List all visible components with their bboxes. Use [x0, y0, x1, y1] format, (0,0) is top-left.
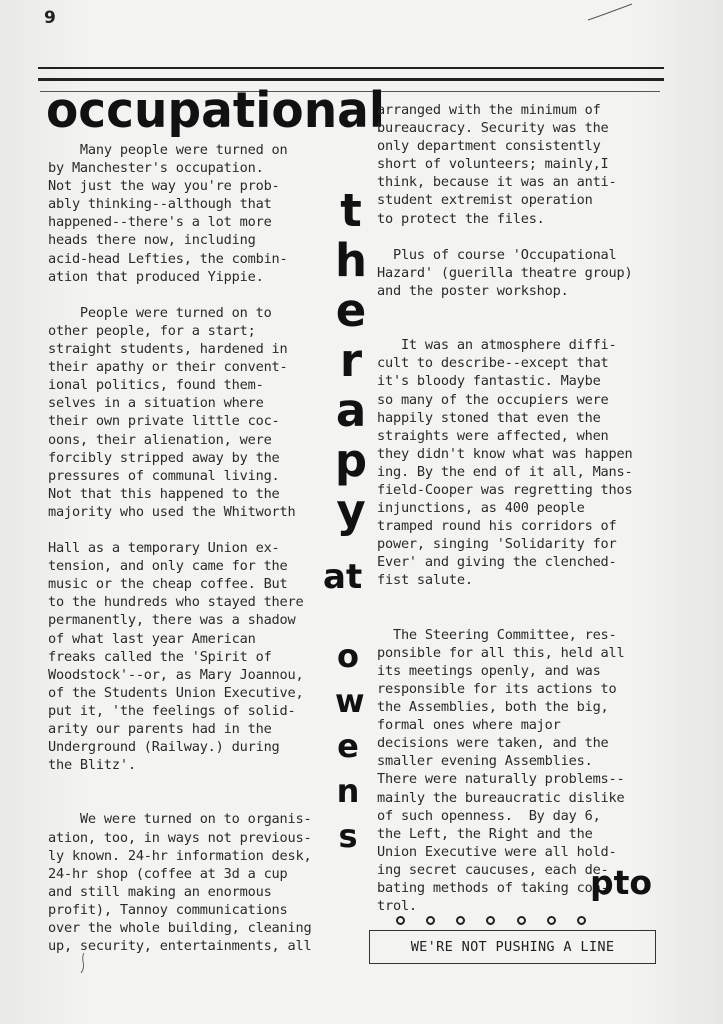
- vertical-letter: s: [338, 817, 358, 855]
- vertical-title-therapy: [334, 184, 368, 538]
- page-number: 9: [44, 8, 56, 28]
- dot: [577, 916, 586, 925]
- vertical-letter: w: [335, 682, 365, 720]
- dot: [456, 916, 465, 925]
- dot-divider: [396, 912, 586, 928]
- top-rule: [38, 67, 664, 69]
- dot: [426, 916, 435, 925]
- ink-smudge: [78, 952, 88, 974]
- vertical-letter: r: [339, 334, 363, 387]
- vertical-title-owens: [335, 637, 365, 865]
- vertical-title-at: at: [323, 557, 363, 597]
- vertical-letter: e: [337, 727, 359, 765]
- right-column-text: arranged with the minimum of bureaucracy. Security was the only department consistently short of volunteers; mainly,I think, because it was an anti- student extremist operation to protect the files. Plus of course 'Occupational Hazard' (guerilla theatre group) and the poster workshop. It was an atmosphere diffi- cult to describe--except that it's bloody fantastic. Maybe so many of the occupiers were happily stoned that even the straights were affected, when they didn't know what was happen ing. By the end of it all, Mans- field-Cooper was regretting thos injunctions, as 400 people tramped round his corridors of power, singing 'Solidarity for Ever' and giving the clenched- fist salute. The Steering Committee, res- ponsible for all this, held all its meetings openly, and was responsible for its actions to the Assemblies, both the big, formal ones where major decisions were taken, and the smaller evening Assemblies. There were naturally problems-- mainly the bureaucratic dislike of such openness. By day 6, the Left, the Right and the Union Executive were all hold- ing secret caucuses, each de- bating methods of taking con- trol.: [377, 102, 633, 915]
- vertical-letter: p: [334, 434, 368, 487]
- footer-box: WE'RE NOT PUSHING A LINE: [369, 930, 656, 964]
- vertical-letter: n: [336, 772, 360, 810]
- vertical-letter: o: [337, 637, 359, 675]
- dot: [517, 916, 526, 925]
- vertical-letter: a: [335, 384, 367, 437]
- pto-label: pto: [590, 863, 653, 902]
- dot: [486, 916, 495, 925]
- top-rule-thick: [38, 78, 664, 81]
- vertical-letter: t: [340, 184, 362, 237]
- vertical-letter: h: [334, 234, 368, 287]
- headline: occupational: [46, 81, 385, 140]
- dot: [547, 916, 556, 925]
- left-column-text: Many people were turned on by Manchester's occupation. Not just the way you're prob- ably thinking--although that happened--there's a lot more heads there now, including acid-head Lefties, the combin- ation that produced Yippie. People were turned on to other people, for a start; straight students, hardened in their apathy or their convent- ional politics, found them- selves in a situation where their own private little coc- oons, their alienation, were forcibly stripped away by the pressures of communal living. Not that this happened to the majority who used the Whitworth Hall as a temporary Union ex- tension, and only came for the music or the cheap coffee. But to the hundreds who stayed there permanently, there was a shadow of what last year American freaks called the 'Spirit of Woodstock'--or, as Mary Joannou, of the Students Union Executive, put it, 'the feelings of solid- arity our parents had in the Underground (Railway.) during the Blitz'. We were turned on to organis- ation, too, in ways not previous- ly known. 24-hr information desk, 24-hr shop (coffee at 3d a cup and still making an enormous profit), Tannoy communications over the whole building, cleaning up, security, entertainments, all: [48, 142, 312, 955]
- dot: [396, 916, 405, 925]
- vertical-letter: e: [335, 284, 367, 337]
- pen-mark: [586, 2, 634, 22]
- vertical-letter: y: [336, 484, 366, 537]
